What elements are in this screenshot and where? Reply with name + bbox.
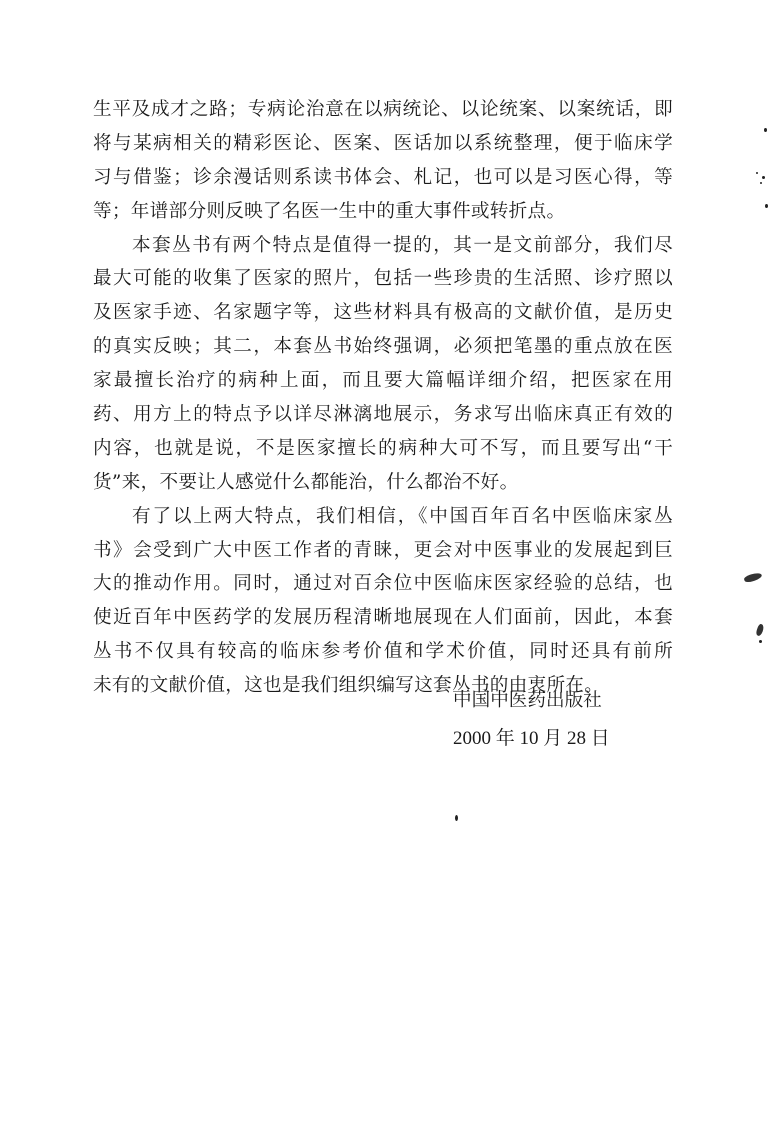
text-line: 货”来，不要让人感觉什么都能治，什么都治不好。 <box>93 471 519 493</box>
paragraph <box>93 93 673 229</box>
text-line: 使近百年中医药学的发展历程清晰地展现在人们面前，因此，本套 <box>93 607 673 629</box>
scan-speck <box>455 815 458 821</box>
scan-speck <box>765 204 768 208</box>
text-line: 本套丛书有两个特点是值得一提的，其一是文前部分，我们尽 <box>132 234 673 256</box>
scan-speck <box>760 182 762 184</box>
body-text <box>93 93 673 703</box>
paragraph <box>93 229 673 500</box>
scan-smudge <box>755 623 765 636</box>
scan-speck <box>756 172 758 174</box>
scan-smudge <box>743 571 762 583</box>
paragraph <box>93 500 673 703</box>
publisher-name: 中国中医药出版社 <box>453 690 602 711</box>
text-line: 的真实反映；其二，本套丛书始终强调，必须把笔墨的重点放在医 <box>93 336 673 358</box>
text-line: 内容，也就是说，不是医家擅长的病种大可不写，而且要写出“干 <box>93 437 673 459</box>
text-line: 最大可能的收集了医家的照片，包括一些珍贵的生活照、诊疗照以 <box>93 268 673 290</box>
text-line: 未有的文献价值，这也是我们组织编写这套丛书的由衷所在。 <box>93 675 604 697</box>
signature-date: 2000 年 10 月 28 日 <box>453 728 610 749</box>
text-line: 书》会受到广大中医工作者的青睐，更会对中医事业的发展起到巨 <box>93 539 673 561</box>
text-line: 将与某病相关的精彩医论、医案、医话加以系统整理，便于临床学 <box>93 132 673 154</box>
text-line: 家最擅长治疗的病种上面，而且要大篇幅详细介绍，把医家在用 <box>93 370 673 392</box>
text-line: 药、用方上的特点予以详尽淋漓地展示，务求写出临床真正有效的 <box>93 404 673 426</box>
signature-block <box>453 682 653 758</box>
text-line: 及医家手迹、名家题字等，这些材料具有极高的文献价值，是历史 <box>93 302 673 324</box>
text-line: 丛书不仅具有较高的临床参考价值和学术价值，同时还具有前所 <box>93 641 673 663</box>
text-line: 大的推动作用。同时，通过对百余位中医临床医家经验的总结，也 <box>93 573 673 595</box>
text-line: 习与借鉴；诊余漫话则系读书体会、札记，也可以是习医心得，等 <box>93 166 673 188</box>
scan-speck <box>764 128 767 132</box>
text-line: 有了以上两大特点，我们相信，《中国百年百名中医临床家丛 <box>132 505 673 527</box>
scan-speck <box>762 176 765 179</box>
text-line: 等；年谱部分则反映了名医一生中的重大事件或转折点。 <box>93 200 566 222</box>
scan-speck <box>759 640 762 643</box>
text-line: 生平及成才之路；专病论治意在以病统论、以论统案、以案统话，即 <box>93 99 673 120</box>
